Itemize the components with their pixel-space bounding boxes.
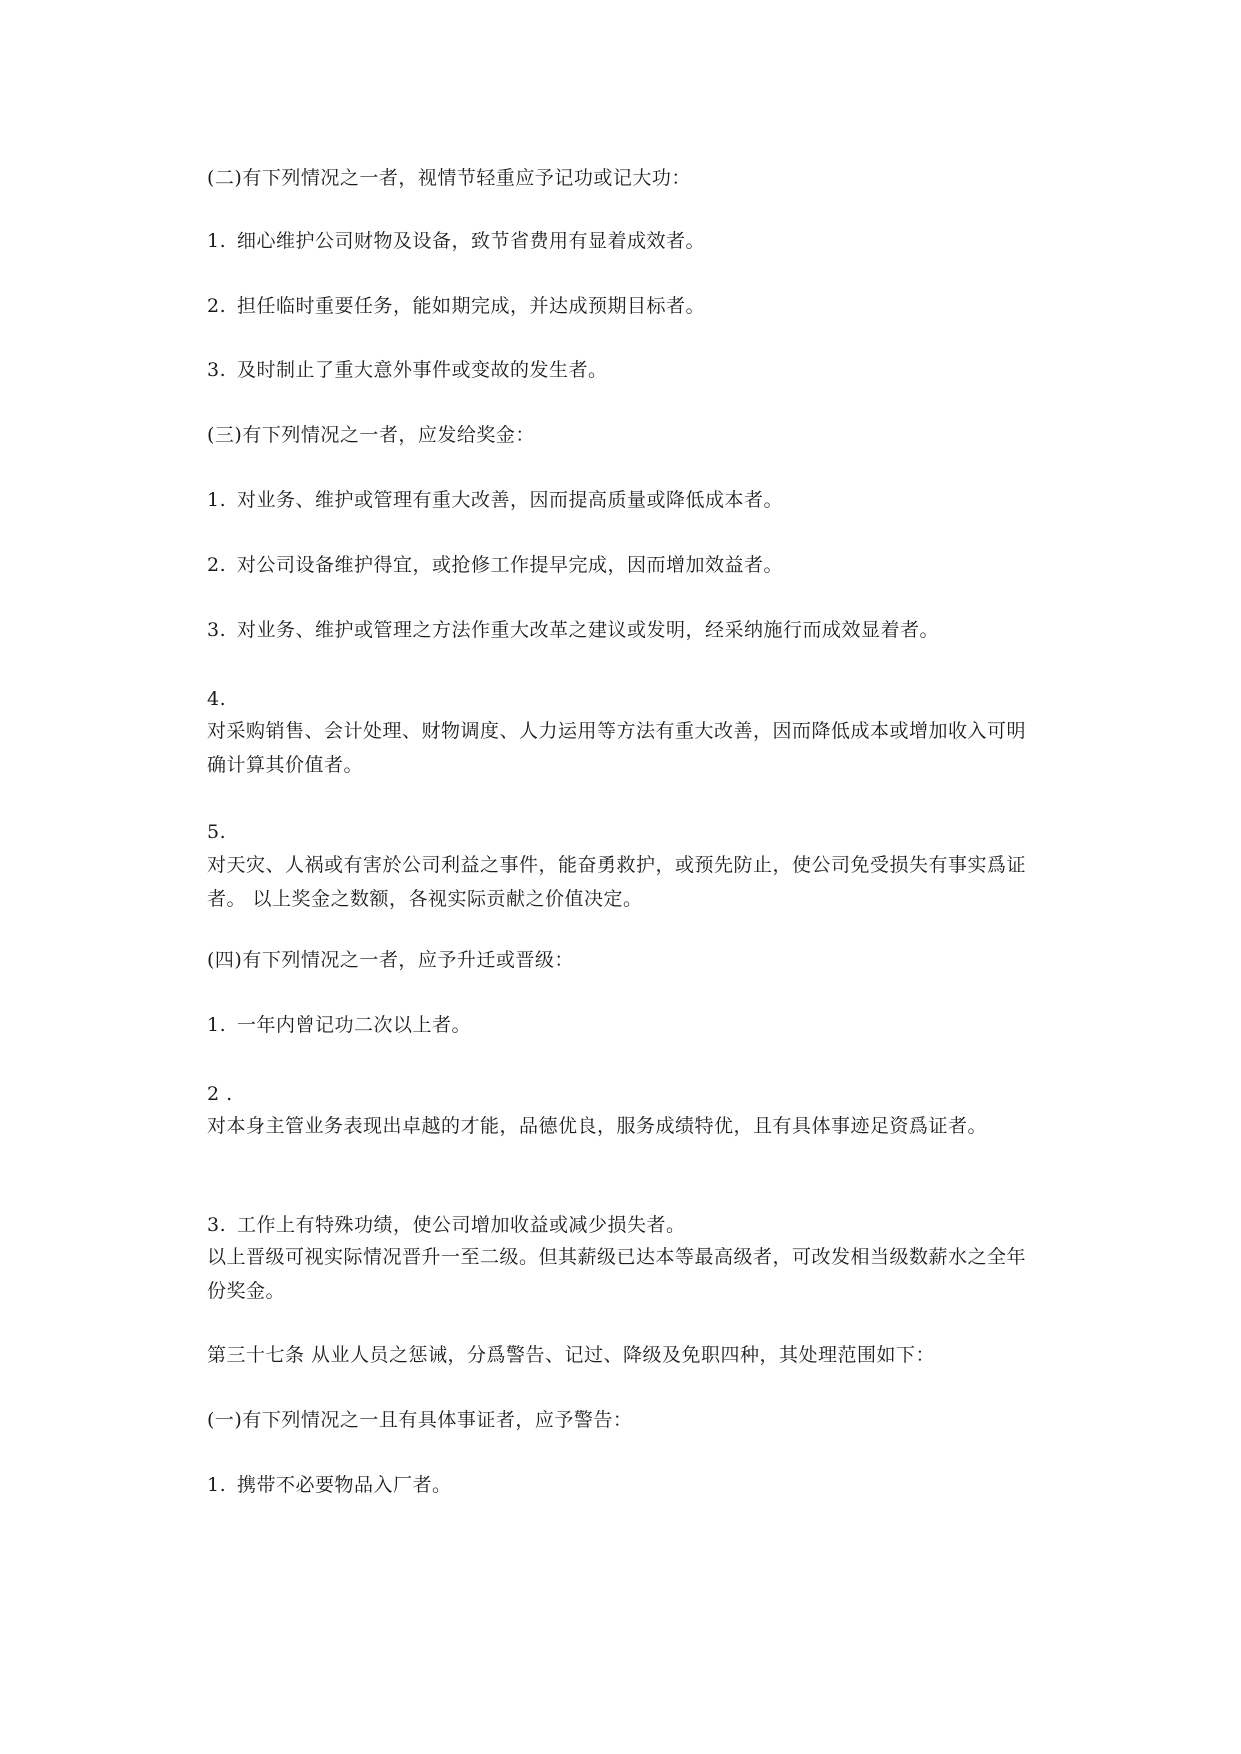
document-page — [207, 0, 1027, 1754]
section-heading: (一)有下列情况之一且有具体事证者，应予警告： — [207, 1409, 633, 1431]
list-item: 2. 对公司设备维护得宜，或抢修工作提早完成，因而增加效益者。 — [207, 554, 784, 576]
list-item: 1. 一年内曾记功二次以上者。 — [207, 1014, 472, 1036]
article-heading: 第三十七条 从业人员之惩诫，分爲警告、记过、降级及免职四种，其处理范围如下： — [207, 1344, 936, 1366]
section-heading: (四)有下列情况之一者，应予升迁或晋级： — [207, 949, 574, 971]
list-item-text: 对本身主管业务表现出卓越的才能，品德优良，服务成绩特优，且有具体事迹足资爲证者。 — [207, 1115, 988, 1137]
list-item-text: 对采购销售、会计处理、财物调度、人力运用等方法有重大改善，因而降低成本或增加收入可明确计算其价值者。 — [207, 720, 1027, 776]
paragraph: 以上晋级可视实际情况晋升一至二级。但其薪级已达本等最高级者，可改发相当级数薪水之全年份奖金。 — [207, 1246, 1027, 1302]
list-item: 1. 携带不必要物品入厂者。 — [207, 1474, 452, 1496]
list-item: 1. 对业务、维护或管理有重大改善，因而提高质量或降低成本者。 — [207, 489, 784, 511]
list-item: 3. 对业务、维护或管理之方法作重大改革之建议或发明，经采纳施行而成效显着者。 — [207, 619, 940, 641]
section-heading: (二)有下列情况之一者，视情节轻重应予记功或记大功： — [207, 167, 691, 189]
list-number: 4. — [207, 688, 227, 710]
list-number: 2 . — [207, 1083, 233, 1105]
list-item: 3. 及时制止了重大意外事件或变故的发生者。 — [207, 359, 608, 381]
list-number: 5. — [207, 821, 227, 843]
list-item: 2. 担任临时重要任务，能如期完成，并达成预期目标者。 — [207, 295, 706, 317]
section-heading: (三)有下列情况之一者，应发给奖金： — [207, 424, 535, 446]
list-item: 3. 工作上有特殊功绩，使公司增加收益或减少损失者。 — [207, 1214, 686, 1236]
list-item-text: 对天灾、人祸或有害於公司利益之事件，能奋勇救护，或预先防止，使公司免受损失有事实爲证者。 以上奖金之数额，各视实际贡献之价值决定。 — [207, 854, 1027, 910]
list-item: 1. 细心维护公司财物及设备，致节省费用有显着成效者。 — [207, 230, 706, 252]
